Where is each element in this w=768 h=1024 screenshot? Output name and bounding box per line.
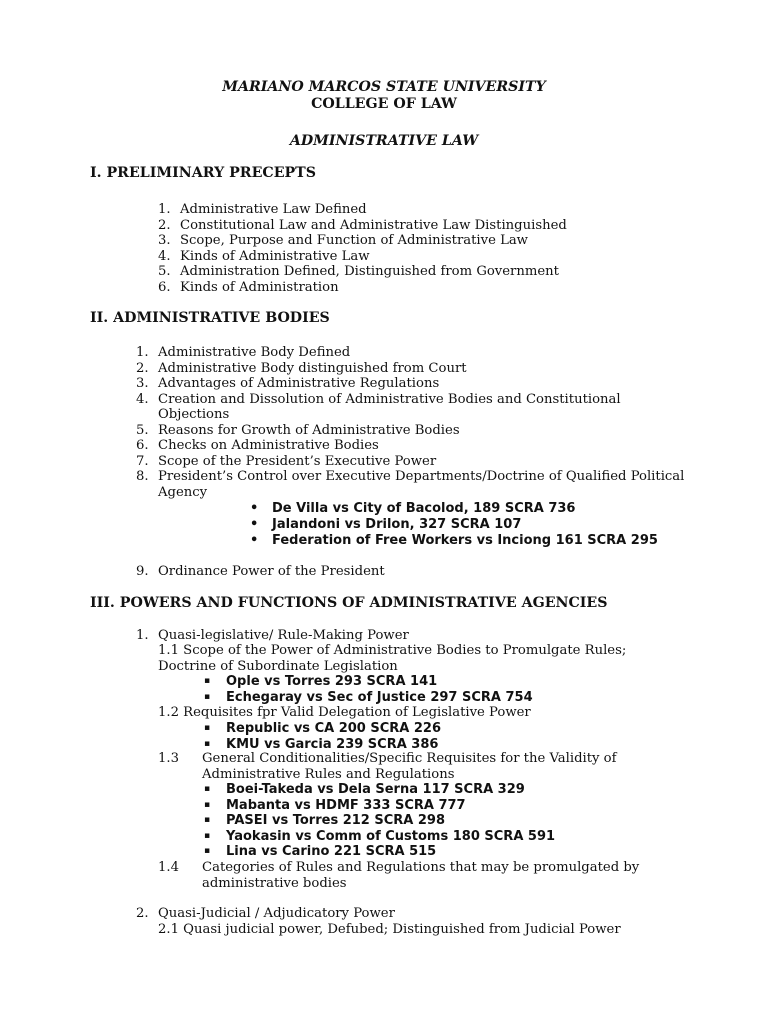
section-1-list (158, 202, 698, 295)
case-citation: • De Villa vs City of Bacolod, 189 SCRA 736 (250, 501, 576, 516)
list-item: 4. Kinds of Administrative Law (158, 248, 370, 264)
list-item: 6. Checks on Administrative Bodies (136, 438, 379, 453)
case-citation: ▪ Echegaray vs Sec of Justice 297 SCRA 754 (204, 690, 533, 705)
list-item: 9. Ordinance Power of the President (136, 564, 385, 579)
section-heading-3: III. POWERS AND FUNCTIONS OF ADMINISTRATIVE AGENCIES (90, 595, 608, 611)
case-citation: • Jalandoni vs Drilon, 327 SCRA 107 (250, 517, 522, 532)
section-heading-1: I. PRELIMINARY PRECEPTS (90, 165, 316, 181)
university-title: MARIANO MARCOS STATE UNIVERSITY (222, 79, 546, 95)
college-title: COLLEGE OF LAW (311, 96, 457, 112)
section-heading-2: II. ADMINISTRATIVE BODIES (90, 310, 330, 326)
list-item: 3. Scope, Purpose and Function of Administrative Law (158, 233, 528, 248)
case-list-1-3 (204, 782, 626, 860)
case-citation: ▪ Ople vs Torres 293 SCRA 141 (204, 674, 438, 689)
course-title: ADMINISTRATIVE LAW (289, 133, 479, 149)
list-item: 1. Administrative Law Defined (158, 202, 367, 217)
case-list-1-1 (204, 674, 626, 706)
case-citation: ▪ Lina vs Carino 221 SCRA 515 (204, 844, 437, 859)
list-item: 2. Administrative Body distinguished from Court (136, 360, 467, 376)
sub-item-1-2: 1.2 Requisites fpr Valid Delegation of Legislative Power (158, 705, 531, 720)
list-item: 6. Kinds of Administration (158, 279, 339, 295)
sub-item-1-1: 1.1 Scope of the Power of Administrative Bodies to Promulgate Rules; Doctrine of Subordinate Legislation (158, 643, 627, 674)
list-item: 5. Reasons for Growth of Administrative Bodies (136, 422, 460, 438)
sub-item-2-1: 2.1 Quasi judicial power, Defubed; Distinguished from Judicial Power (158, 922, 621, 937)
case-citation: ▪ Republic vs CA 200 SCRA 226 (204, 721, 442, 736)
list-item: 2. Constitutional Law and Administrative Law Distinguished (158, 217, 567, 233)
list-item: 8. President’s Control over Executive Departments/Doctrine of Qualified Political Agency (136, 469, 685, 500)
section-2-list (136, 345, 696, 500)
case-citation: ▪ PASEI vs Torres 212 SCRA 298 (204, 813, 446, 828)
list-item: 3. Advantages of Administrative Regulations (136, 376, 440, 391)
list-item: 1. Quasi-legislative/ Rule-Making Power (136, 628, 409, 643)
list-item: 4. Creation and Dissolution of Administrative Bodies and Constitutional Objections (136, 391, 621, 422)
case-citation: ▪ Boei-Takeda vs Dela Serna 117 SCRA 329 (204, 782, 525, 797)
list-item: 2. Quasi-Judicial / Adjudicatory Power (136, 906, 395, 921)
case-citation: ▪ Yaokasin vs Comm of Customs 180 SCRA 591 (204, 828, 556, 844)
case-citation: • Federation of Free Workers vs Inciong 161 SCRA 295 (250, 533, 658, 548)
case-citation: ▪ KMU vs Garcia 239 SCRA 386 (204, 737, 439, 752)
list-item: 7. Scope of the President’s Executive Power (136, 453, 437, 469)
case-list-8 (250, 501, 672, 549)
case-list-1-2 (204, 721, 626, 753)
list-item: 1. Administrative Body Defined (136, 345, 351, 360)
list-item: 5. Administration Defined, Distinguished from Government (158, 264, 559, 279)
sub-item-1-3: 1.3 General Conditionalities/Specific Requisites for the Validity of Administrative Rules and Regulations (158, 751, 617, 782)
sub-item-1-4: 1.4 Categories of Rules and Regulations that may be promulgated by administrative bodies (158, 860, 640, 891)
case-citation: ▪ Mabanta vs HDMF 333 SCRA 777 (204, 797, 466, 813)
